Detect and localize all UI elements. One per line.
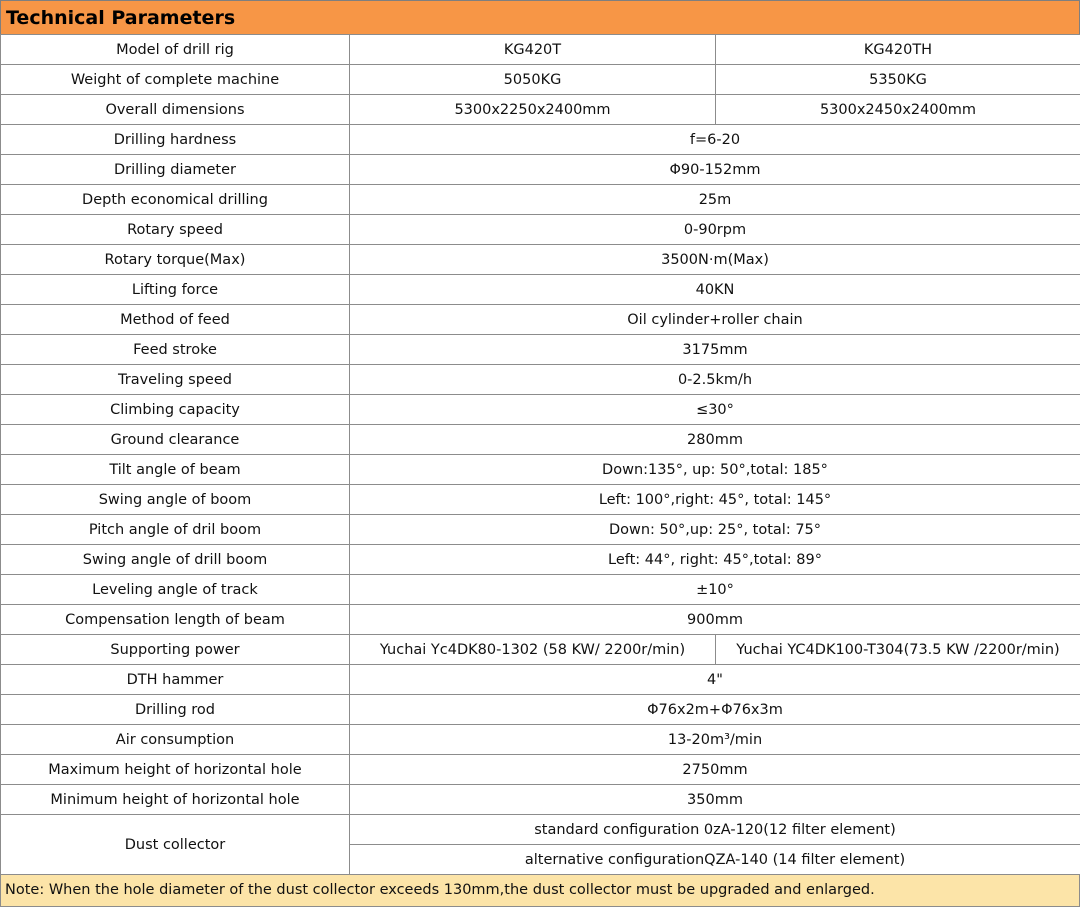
param-value: 3175mm — [350, 335, 1080, 365]
param-label: Compensation length of beam — [1, 605, 350, 635]
table-row — [1, 155, 1080, 185]
param-value: 3500N·m(Max) — [350, 245, 1080, 275]
table-row — [1, 635, 1080, 665]
param-label: Model of drill rig — [1, 35, 350, 65]
param-label: Tilt angle of beam — [1, 455, 350, 485]
table-row — [1, 335, 1080, 365]
table-row — [1, 755, 1080, 785]
table-row — [1, 185, 1080, 215]
param-label: Supporting power — [1, 635, 350, 665]
param-label: Minimum height of horizontal hole — [1, 785, 350, 815]
param-label: Climbing capacity — [1, 395, 350, 425]
param-value-kg420th: Yuchai YC4DK100-T304(73.5 KW /2200r/min) — [716, 635, 1080, 665]
param-label: Rotary speed — [1, 215, 350, 245]
table-row — [1, 485, 1080, 515]
param-value-kg420th: 5300x2450x2400mm — [716, 95, 1080, 125]
table-row — [1, 665, 1080, 695]
table-row — [1, 395, 1080, 425]
param-value: ≤30° — [350, 395, 1080, 425]
param-label: Rotary torque(Max) — [1, 245, 350, 275]
param-label: Depth economical drilling — [1, 185, 350, 215]
param-label: Drilling hardness — [1, 125, 350, 155]
table-row — [1, 65, 1080, 95]
param-value: 350mm — [350, 785, 1080, 815]
table-row — [1, 245, 1080, 275]
param-value-kg420t: 5300x2250x2400mm — [350, 95, 716, 125]
param-label: DTH hammer — [1, 665, 350, 695]
dust-collector-label: Dust collector — [1, 815, 350, 875]
param-label: Method of feed — [1, 305, 350, 335]
param-label: Feed stroke — [1, 335, 350, 365]
table-row — [1, 455, 1080, 485]
dust-collector-alternative: alternative configurationQZA-140 (14 filter element) — [350, 845, 1080, 875]
table-row — [1, 605, 1080, 635]
table-row — [1, 365, 1080, 395]
param-value: 25m — [350, 185, 1080, 215]
table-row — [1, 545, 1080, 575]
param-label: Air consumption — [1, 725, 350, 755]
table-row — [1, 35, 1080, 65]
param-value: 40KN — [350, 275, 1080, 305]
param-value: Left: 44°, right: 45°,total: 89° — [350, 545, 1080, 575]
param-value: 2750mm — [350, 755, 1080, 785]
table-row — [1, 725, 1080, 755]
dust-collector-standard: standard configuration 0zA-120(12 filter element) — [350, 815, 1080, 845]
parameters-table — [0, 34, 1080, 875]
param-value: 900mm — [350, 605, 1080, 635]
param-label: Swing angle of boom — [1, 485, 350, 515]
param-value: f=6-20 — [350, 125, 1080, 155]
table-row — [1, 515, 1080, 545]
param-value: Oil cylinder+roller chain — [350, 305, 1080, 335]
param-value-kg420t: Yuchai Yc4DK80-1302 (58 KW/ 2200r/min) — [350, 635, 716, 665]
table-title: Technical Parameters — [0, 0, 1080, 34]
table-row — [1, 305, 1080, 335]
table-row — [1, 125, 1080, 155]
table-row — [1, 785, 1080, 815]
param-value: 0-90rpm — [350, 215, 1080, 245]
param-label: Overall dimensions — [1, 95, 350, 125]
param-value: 4" — [350, 665, 1080, 695]
param-value-kg420th: KG420TH — [716, 35, 1080, 65]
table-row — [1, 275, 1080, 305]
table-row — [1, 575, 1080, 605]
param-value: Φ90-152mm — [350, 155, 1080, 185]
param-value: 13-20m³/min — [350, 725, 1080, 755]
param-label: Weight of complete machine — [1, 65, 350, 95]
table-row-dust-collector — [1, 815, 1080, 845]
param-label: Leveling angle of track — [1, 575, 350, 605]
param-label: Drilling diameter — [1, 155, 350, 185]
param-label: Lifting force — [1, 275, 350, 305]
param-value: 0-2.5km/h — [350, 365, 1080, 395]
param-label: Drilling rod — [1, 695, 350, 725]
param-value: Φ76x2m+Φ76x3m — [350, 695, 1080, 725]
table-row — [1, 695, 1080, 725]
table-row — [1, 215, 1080, 245]
param-label: Ground clearance — [1, 425, 350, 455]
param-label: Swing angle of drill boom — [1, 545, 350, 575]
param-label: Traveling speed — [1, 365, 350, 395]
param-value-kg420th: 5350KG — [716, 65, 1080, 95]
param-value-kg420t: 5050KG — [350, 65, 716, 95]
param-value: Left: 100°,right: 45°, total: 145° — [350, 485, 1080, 515]
param-value: 280mm — [350, 425, 1080, 455]
param-value: ±10° — [350, 575, 1080, 605]
footnote: Note: When the hole diameter of the dust collector exceeds 130mm,the dust collector must be upgraded and enlarged. — [0, 875, 1080, 907]
param-value-kg420t: KG420T — [350, 35, 716, 65]
param-label: Maximum height of horizontal hole — [1, 755, 350, 785]
param-value: Down: 50°,up: 25°, total: 75° — [350, 515, 1080, 545]
param-label: Pitch angle of dril boom — [1, 515, 350, 545]
table-row — [1, 95, 1080, 125]
table-row — [1, 425, 1080, 455]
param-value: Down:135°, up: 50°,total: 185° — [350, 455, 1080, 485]
